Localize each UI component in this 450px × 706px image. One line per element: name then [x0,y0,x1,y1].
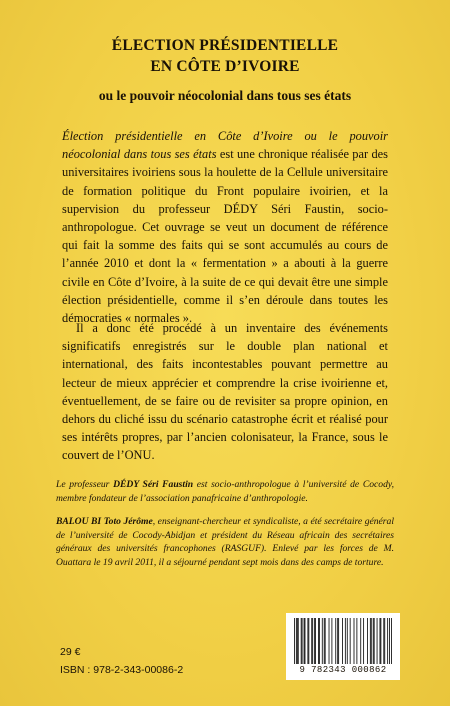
summary-paragraph-2: Il a donc été procédé à un inventaire des événements significatifs enregistrés sur le double plan national et international, des faits incontestables pouvant permettre au lecteur de mieux apprécier et comprendre la crise ivoirienne et, éventuellement, de se faire ou de revisiter sa propre opinion, en dehors du cliché issu du scénario catastrophe écrit et réalisé pour ses intérêts propres, par l’ancien colonisateur, la France, sous le couvert de l’ONU. [62,321,388,463]
author-name-2: BALOU BI Toto Jérôme [56,516,153,527]
author-bio-1-prefix: Le professeur [56,479,114,490]
author-bio-1 [56,478,394,505]
barcode-number: 9 782343 000862 [299,665,387,675]
author-name-1: DÉDY Séri Faustin [113,479,194,490]
summary-paragraph-1 [62,127,388,327]
isbn-label: ISBN : 978-2-343-00086-2 [60,664,184,676]
summary-paragraph-1-text: est une chronique réalisée par des universitaires ivoiriens sous la houlette de la Cellule universitaire de formation politique du Front populaire ivoirien, et la supervision du professeur DÉDY Séri Faustin, socio-anthropologue. Cet ouvrage se veut un document de référence qui fait la somme des faits qui se sont accumulés au cours de l’année 2010 et dont la « fermentation » a abouti à la guerre civile en Côte d’Ivoire, à la suite de ce qui devait être une simple élection présidentielle, comme il s’en déroule dans toutes les démocraties « normales ». [62,147,388,326]
book-title-italic: Élection présidentielle en Côte d’Ivoire ou le pouvoir néocolonial dans tous ses états [62,129,388,162]
author-bio-2 [56,515,394,569]
barcode-icon [292,618,394,664]
author-bio-2-text: , enseignant-chercheur et syndicaliste, a été secrétaire général de l’université de Cocody-Abidjan et président du Réseau africain des secrétaires généraux des universités francophones (RASGUF). Enlevé par les forces de M. Ouattara le 19 avril 2011, il a séjourné pendant sept mois dans des camps de torture. [56,516,395,568]
subtitle: ou le pouvoir néocolonial dans tous ses états [98,88,352,103]
barcode [286,613,400,680]
title-line-2: EN CÔTE D’IVOIRE [150,58,300,75]
price-label: 29 € [60,646,81,658]
author-bio-1-text: est socio-anthropologue à l’université de Cocody, membre fondateur de l’association panafricaine d’anthropologie. [56,479,395,504]
title-line-1: ÉLECTION PRÉSIDENTIELLE [111,37,339,54]
